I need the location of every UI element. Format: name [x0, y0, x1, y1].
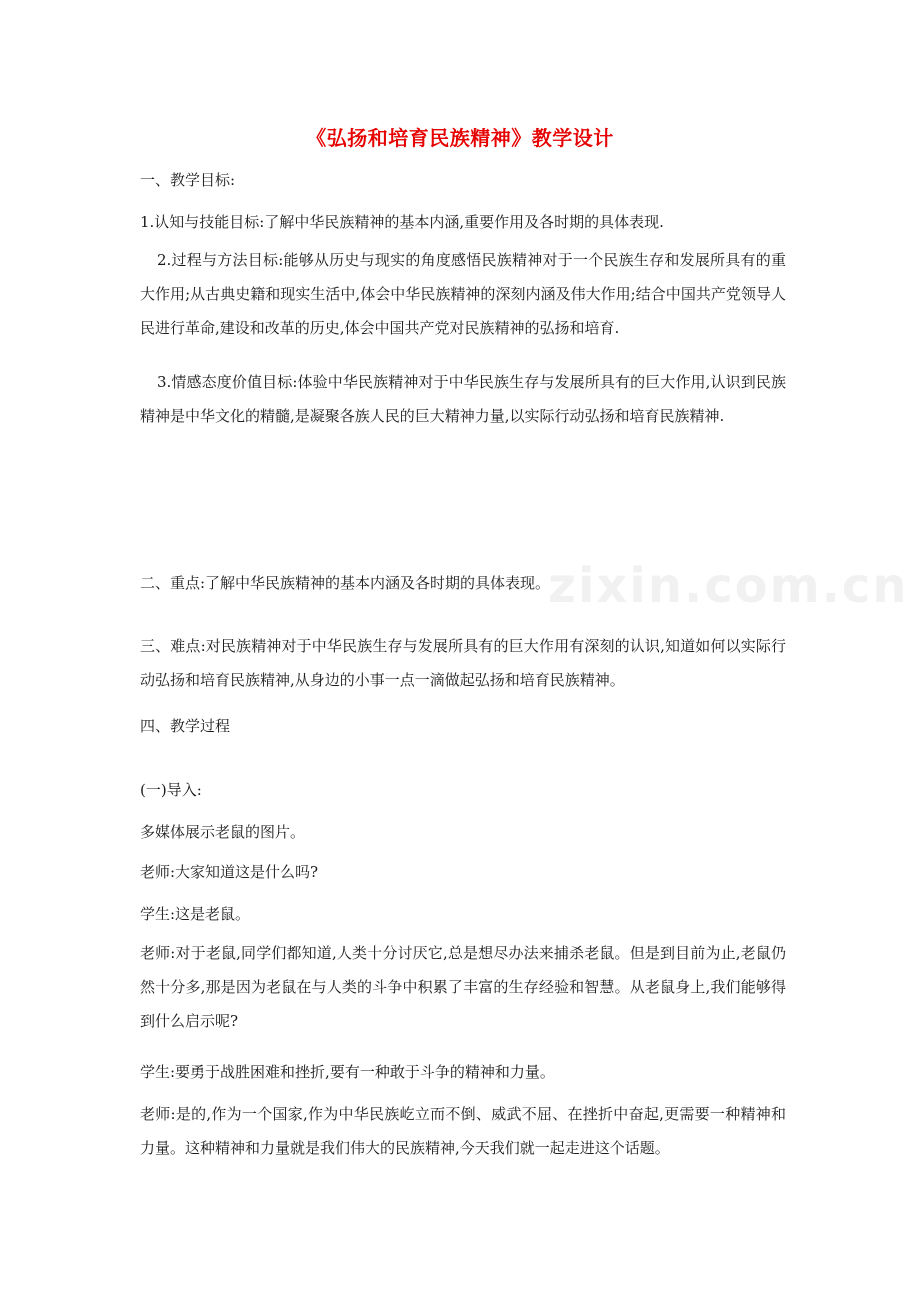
difficult-point: 三、难点:对民族精神对于中华民族生存与发展所具有的巨大作用有深刻的认识,知道如何以实际行动弘扬和培育民族精神,从身边的小事一点一滴做起弘扬和培育民族精神。: [140, 637, 786, 689]
goals-heading: 一、教学目标:: [140, 171, 236, 189]
goal-2: 2.过程与方法目标:能够从历史与现实的角度感悟民族精神对于一个民族生存和发展所具有的重大作用;从古典史籍和现实生活中,体会中华民族精神的深刻内涵及伟大作用;结合中国共产党领导人民进行革命,建设和改革的历史,体会中国共产党对民族精神的弘扬和培育.: [140, 251, 786, 337]
process-heading: 四、教学过程: [140, 717, 231, 735]
dialog-student-2: 学生:要勇于战胜困难和挫折,要有一种敢于斗争的精神和力量。: [140, 1063, 555, 1081]
watermark: zixin.com.cn: [548, 558, 909, 614]
intro-heading: (一)导入:: [140, 781, 202, 799]
dialog-teacher-1: 老师:大家知道这是什么吗?: [140, 863, 319, 881]
goal-3: 3.情感态度价值目标:体验中华民族精神对于中华民族生存与发展所具有的巨大作用,认识到民族精神是中华文化的精髓,是凝聚各族人民的巨大精神力量,以实际行动弘扬和培育民族精神.: [140, 373, 786, 425]
key-point: 二、重点:了解中华民族精神的基本内涵及各时期的具体表现。: [140, 574, 551, 592]
dialog-student-1: 学生:这是老鼠。: [140, 905, 251, 923]
media-note: 多媒体展示老鼠的图片。: [140, 823, 306, 841]
dialog-teacher-2: 老师:对于老鼠,同学们都知道,人类十分讨厌它,总是想尽办法来捕杀老鼠。但是到目前为止,老鼠仍然十分多,那是因为老鼠在与人类的斗争中积累了丰富的生存经验和智慧。从老鼠身上,我们能够得到什么启示呢?: [140, 944, 786, 1030]
dialog-teacher-3: 老师:是的,作为一个国家,作为中华民族屹立而不倒、威武不屈、在挫折中奋起,更需要一种精神和力量。这种精神和力量就是我们伟大的民族精神,今天我们就一起走进这个话题。: [140, 1105, 786, 1157]
document-title: 《弘扬和培育民族精神》教学设计: [306, 126, 614, 150]
goal-1: 1.认知与技能目标:了解中华民族精神的基本内涵,重要作用及各时期的具体表现.: [140, 213, 664, 231]
